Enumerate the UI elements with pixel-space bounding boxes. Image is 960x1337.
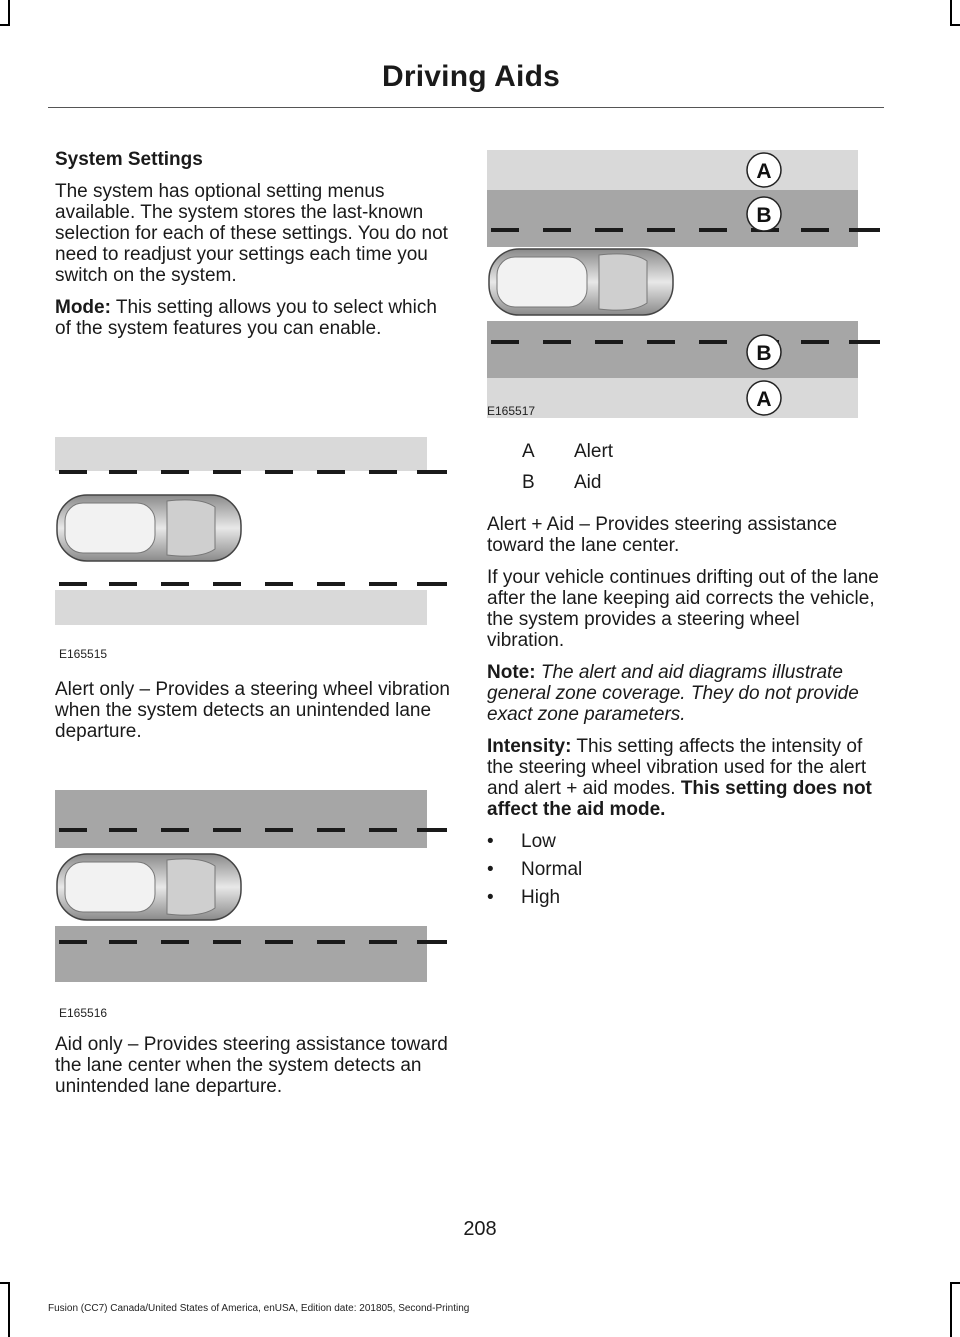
crop-mark-top-right bbox=[950, 0, 952, 26]
alert-zone-bottom bbox=[55, 590, 427, 625]
alert-only-diagram bbox=[55, 437, 447, 661]
list-item bbox=[487, 831, 881, 859]
aid-only-diagram bbox=[55, 790, 447, 1020]
footer-edition-info: Fusion (CC7) Canada/United States of America, enUSA, Edition date: 201805, Second-Printing bbox=[48, 1303, 470, 1314]
aid-only-paragraph: Aid only – Provides steering assistance toward the lane center when the system detects an unintended lane departure. bbox=[55, 1034, 448, 1097]
intensity-label: Intensity: bbox=[487, 736, 572, 757]
alert-aid-paragraph: Alert + Aid – Provides steering assistance toward the lane center. bbox=[487, 514, 838, 556]
list-item bbox=[487, 859, 881, 887]
legend-value: Alert bbox=[574, 441, 614, 462]
alert-only-diagram-svg bbox=[55, 437, 447, 627]
callout-a-label: A bbox=[756, 388, 772, 411]
page-number: 208 bbox=[463, 1218, 497, 1240]
alert-aid-diagram-svg bbox=[487, 150, 880, 418]
aid-zone-bottom bbox=[55, 926, 427, 982]
crop-mark-top-left bbox=[0, 24, 10, 26]
mode-label: Mode: bbox=[55, 297, 111, 318]
aid-only-diagram-svg bbox=[55, 790, 447, 984]
list-item bbox=[487, 887, 881, 915]
figure-id: E165516 bbox=[59, 1006, 108, 1020]
car-icon bbox=[57, 495, 241, 561]
mode-text: This setting allows you to select which of the system features you can enable. bbox=[55, 297, 437, 339]
lane-line-bottom bbox=[59, 582, 447, 586]
legend-key: A bbox=[522, 441, 535, 462]
aid-zone-top bbox=[55, 790, 427, 848]
alert-aid-diagram bbox=[487, 150, 880, 418]
alert-zone-top bbox=[55, 437, 427, 471]
option-label: Low bbox=[521, 831, 556, 852]
car-icon bbox=[489, 249, 673, 315]
aid-only-paragraph-box bbox=[55, 1034, 455, 1108]
header-divider bbox=[48, 107, 884, 108]
aid-zone-bottom bbox=[487, 321, 858, 378]
legend-key: B bbox=[522, 472, 535, 493]
callout-b-bottom bbox=[747, 335, 781, 369]
section-title: Driving Aids bbox=[382, 60, 560, 93]
intensity-emphasis: This setting does not affect the aid mode. bbox=[487, 778, 872, 820]
option-label: High bbox=[521, 887, 561, 908]
callout-b-top bbox=[747, 197, 781, 231]
crop-mark-bottom-right bbox=[950, 1282, 960, 1284]
figure-id: E165517 bbox=[487, 404, 536, 418]
callout-a-label: A bbox=[756, 160, 772, 183]
alert-zone-top bbox=[487, 150, 858, 190]
alert-only-paragraph-box bbox=[55, 679, 455, 753]
figure-id: E165515 bbox=[59, 647, 108, 661]
figure-legend bbox=[522, 441, 822, 501]
crop-mark-top-right bbox=[950, 24, 960, 26]
crop-mark-top-left bbox=[8, 0, 10, 26]
intensity-text: This setting affects the intensity of the steering wheel vibration used for the alert and alert + aid modes. bbox=[487, 736, 867, 799]
note-text: The alert and aid diagrams illustrate general zone coverage. They do not provide exact zone parameters. bbox=[487, 662, 859, 725]
option-label: Normal bbox=[521, 859, 583, 880]
alert-only-paragraph: Alert only – Provides a steering wheel vibration when the system detects an unintended lane departure. bbox=[55, 679, 450, 742]
intensity-paragraph bbox=[487, 736, 881, 820]
intro-paragraph: The system has optional setting menus available. The system stores the last-known selection for each of these settings. You do not need to readjust your settings each time you switch on the system. bbox=[55, 181, 448, 286]
note-paragraph bbox=[487, 662, 881, 725]
mode-paragraph bbox=[55, 297, 455, 339]
callout-a-bottom bbox=[747, 381, 781, 415]
bullet-icon: • bbox=[487, 831, 494, 852]
right-column-text bbox=[487, 514, 881, 915]
callout-a-top bbox=[747, 153, 781, 187]
intensity-options-list bbox=[487, 831, 881, 915]
bullet-icon: • bbox=[487, 859, 494, 880]
legend-value: Aid bbox=[574, 472, 602, 493]
alert-zone-bottom bbox=[487, 378, 858, 418]
car-icon bbox=[57, 854, 241, 920]
callout-b-label: B bbox=[756, 342, 772, 365]
system-settings-heading: System Settings bbox=[55, 149, 203, 170]
callout-b-label: B bbox=[756, 204, 772, 227]
crop-mark-bottom-left bbox=[0, 1282, 10, 1284]
left-column-top bbox=[55, 149, 455, 350]
note-label: Note: bbox=[487, 662, 536, 683]
bullet-icon: • bbox=[487, 887, 494, 908]
drifting-paragraph: If your vehicle continues drifting out of the lane after the lane keeping aid corrects the vehicle, the system provides a steering wheel vibration. bbox=[487, 567, 879, 651]
crop-mark-bottom-left bbox=[8, 1282, 10, 1337]
crop-mark-bottom-right bbox=[950, 1282, 952, 1337]
aid-zone-top bbox=[487, 190, 858, 247]
